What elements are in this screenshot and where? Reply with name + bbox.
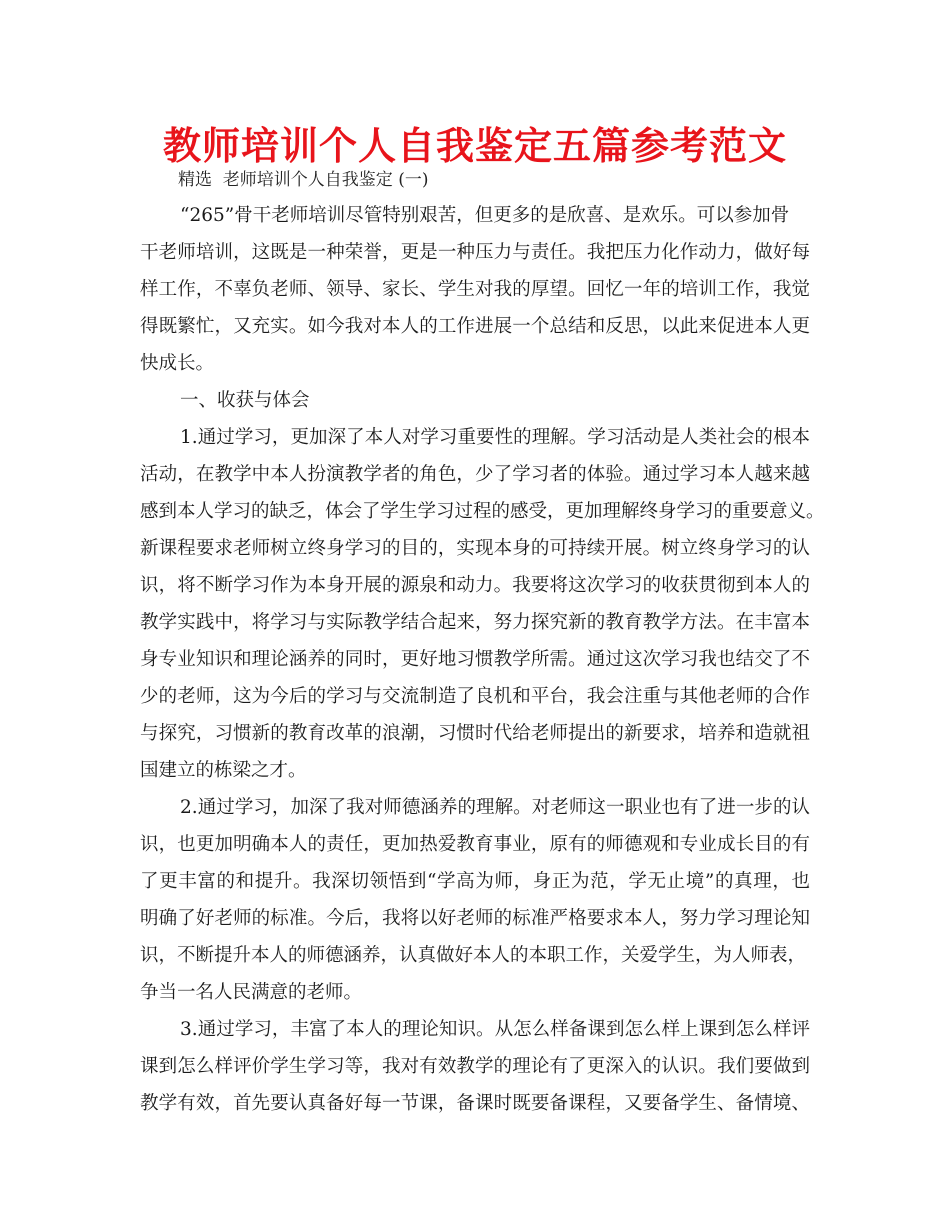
body-line: 少的老师，这为今后的学习与交流制造了良机和平台，我会注重与其他老师的合作 — [140, 686, 810, 707]
body-line: 争当一名人民满意的老师。 — [140, 982, 363, 1003]
body-line: 活动，在教学中本人扮演教学者的角色，少了学习者的体验。通过学习本人越来越 — [140, 464, 810, 485]
body-line: 与探究，习惯新的教育改革的浪潮，习惯时代给老师提出的新要求，培养和造就祖 — [140, 723, 810, 744]
body-line: 一、收获与体会 — [180, 390, 310, 411]
body-line: 识，将不断学习作为本身开展的源泉和动力。我要将这次学习的收获贯彻到本人的 — [140, 575, 810, 596]
body-line: 3.通过学习，丰富了本人的理论知识。从怎么样备课到怎么样上课到怎么样评 — [180, 1019, 810, 1040]
body-line: 课到怎么样评价学生学习等，我对有效教学的理论有了更深入的认识。我们要做到 — [140, 1056, 810, 1077]
body-line: 国建立的栋梁之才。 — [140, 760, 307, 781]
body-line: 1.通过学习，更加深了本人对学习重要性的理解。学习活动是人类社会的根本 — [180, 427, 810, 448]
body-line: 感到本人学习的缺乏，体会了学生学习过程的感受，更加理解终身学习的重要意义。 — [140, 501, 825, 522]
body-line: 识，也更加明确本人的责任，更加热爱教育事业，原有的师德观和专业成长目的有 — [140, 834, 810, 855]
body-line: 明确了好老师的标准。今后，我将以好老师的标准严格要求本人，努力学习理论知 — [140, 908, 810, 929]
body-line: 了更丰富的和提升。我深切领悟到“学高为师，身正为范，学无止境”的真理，也 — [140, 871, 810, 892]
document-subtitle: 精选 老师培训个人自我鉴定 (一) — [178, 170, 429, 190]
document-title: 教师培训个人自我鉴定五篇参考范文 — [162, 124, 787, 168]
body-line: 2.通过学习，加深了我对师德涵养的理解。对老师这一职业也有了进一步的认 — [180, 797, 810, 818]
body-line: 身专业知识和理论涵养的同时，更好地习惯教学所需。通过这次学习我也结交了不 — [140, 649, 810, 670]
body-line: 快成长。 — [140, 353, 215, 374]
body-line: 教学有效，首先要认真备好每一节课，备课时既要备课程，又要备学生、备情境、 — [140, 1093, 810, 1114]
body-line: 新课程要求老师树立终身学习的目的，实现本身的可持续开展。树立终身学习的认 — [140, 538, 810, 559]
body-line: “265”骨干老师培训尽管特别艰苦，但更多的是欣喜、是欢乐。可以参加骨 — [180, 205, 790, 226]
body-line: 样工作，不辜负老师、领导、家长、学生对我的厚望。回忆一年的培训工作，我觉 — [140, 279, 810, 300]
body-line: 得既繁忙，又充实。如今我对本人的工作进展一个总结和反思，以此来促进本人更 — [140, 316, 810, 337]
body-line: 识，不断提升本人的师德涵养，认真做好本人的本职工作，关爱学生，为人师表， — [140, 945, 807, 966]
body-line: 教学实践中，将学习与实际教学结合起来，努力探究新的教育教学方法。在丰富本 — [140, 612, 810, 633]
body-line: 干老师培训，这既是一种荣誉，更是一种压力与责任。我把压力化作动力，做好每 — [140, 242, 810, 263]
